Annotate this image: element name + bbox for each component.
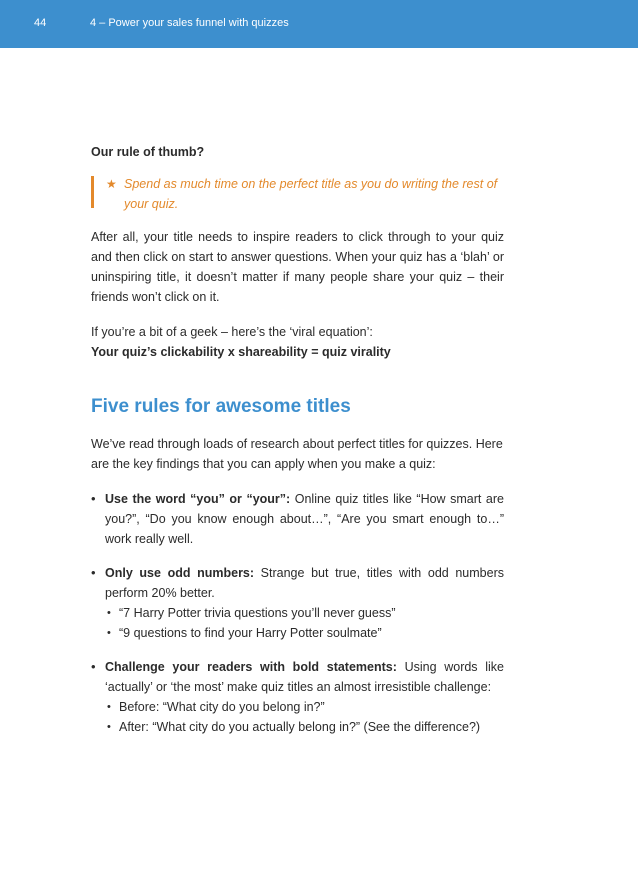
example-list: [105, 603, 504, 643]
chapter-title: 4 – Power your sales funnel with quizzes: [90, 17, 289, 29]
section-heading: Five rules for awesome titles: [91, 396, 351, 417]
page-number: 44: [34, 17, 47, 29]
example-text: “9 questions to find your Harry Potter soulmate”: [119, 626, 382, 640]
rule-description: Strange but true, titles with odd numbers perform 20% better.: [105, 566, 504, 600]
main-content: [91, 142, 504, 751]
rule-heading: Our rule of thumb?: [91, 145, 205, 159]
rule-title: Only use odd numbers:: [105, 566, 255, 580]
bullet-icon: •: [91, 659, 96, 674]
rule-text: [105, 489, 504, 549]
bullet-icon: •: [91, 565, 96, 580]
example-item: [105, 717, 504, 737]
tip-callout: [91, 174, 504, 214]
tip-text: Spend as much time on the perfect title as you do writing the rest of your quiz.: [124, 177, 498, 211]
example-item: [105, 623, 504, 643]
example-text: Before: “What city do you belong in?”: [119, 700, 325, 714]
sub-bullet-icon: •: [107, 607, 111, 619]
rules-list: [91, 489, 504, 737]
paragraph: After all, your title needs to inspire readers to click through to your quiz and then click on start to answer questions. When your quiz has a ‘blah’ or uninspiring title, it doesn’t matter if many people share your quiz – their friends won’t click on it.: [91, 230, 504, 304]
example-item: [105, 603, 504, 623]
example-item: [105, 697, 504, 717]
rule-description: Online quiz titles like “How smart are you?”, “Do you know enough about…”, “Are you smart enough to…” work really well.: [105, 492, 504, 546]
example-text: After: “What city do you actually belong in?” (See the difference?): [119, 720, 481, 734]
bullet-icon: •: [91, 491, 96, 506]
rule-text: [105, 563, 504, 603]
rule-item: [91, 563, 504, 643]
sub-bullet-icon: •: [107, 627, 111, 639]
example-text: “7 Harry Potter trivia questions you’ll never guess”: [119, 606, 396, 620]
geek-line: If you’re a bit of a geek – here’s the ‘viral equation’:: [91, 325, 373, 339]
header-bar: [0, 0, 638, 48]
rule-title: Use the word “you” or “your”:: [105, 492, 291, 506]
rule-description: Using words like ‘actually’ or ‘the most’ make quiz titles an almost irresistible challenge:: [105, 660, 504, 694]
rule-title: Challenge your readers with bold statements:: [105, 660, 397, 674]
rule-item: [91, 657, 504, 737]
rule-item: [91, 489, 504, 549]
section-intro: We’ve read through loads of research about perfect titles for quizzes. Here are the key findings that you can apply when you make a quiz:: [91, 437, 503, 471]
callout-bar: [91, 176, 94, 208]
sub-bullet-icon: •: [107, 701, 111, 713]
example-list: [105, 697, 504, 737]
star-icon: ★: [106, 177, 117, 191]
rule-text: [105, 657, 504, 697]
sub-bullet-icon: •: [107, 721, 111, 733]
viral-equation: Your quiz’s clickability x shareability = quiz virality: [91, 345, 391, 359]
